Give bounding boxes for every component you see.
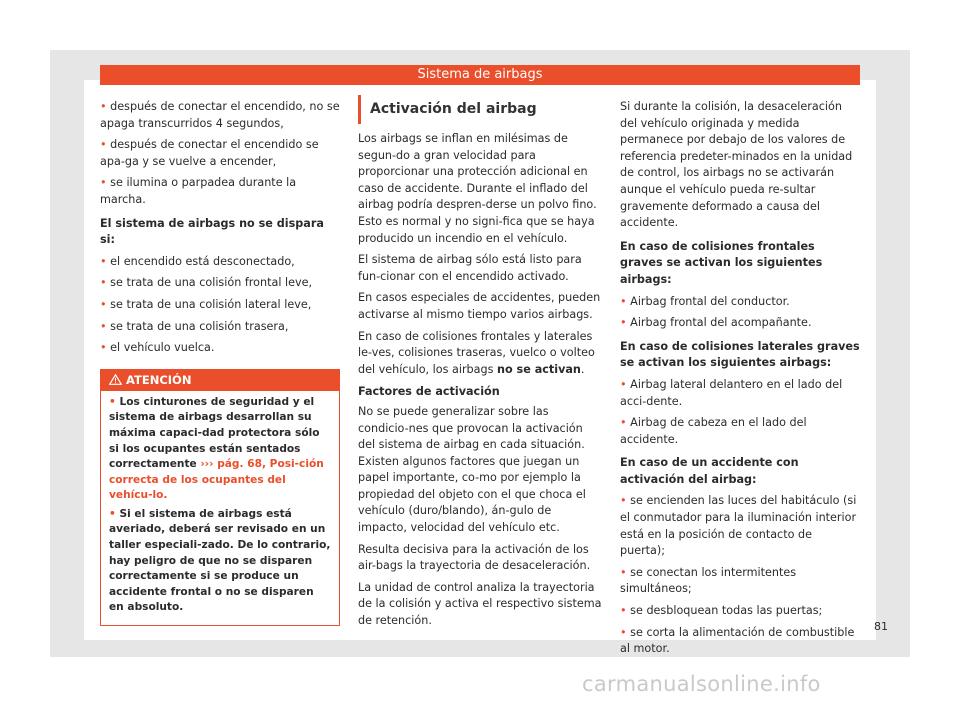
- paragraph: No se puede generalizar sobre las condicio-nes que provocan la activación del sistema de airbag en cada situación. Existen algunos factores que juegan un papel importante, co-mo por ejemplo la propiedad del objeto con el que choca el vehículo (duro/blando), án-gulo de impacto, velocidad del vehículo etc.: [358, 404, 586, 535]
- warning-item: • Si el sistema de airbags está averiado, deberá ser revisado en un taller especiali-zado. De lo contrario, hay peligro de que no se disparen correctamente si se produce un accidente frontal o no se disparen en absoluto.: [109, 507, 331, 614]
- chapter-header: Sistema de airbags: [100, 65, 860, 85]
- bullet-icon: •: [620, 625, 627, 639]
- list-item: • Airbag frontal del conductor.: [620, 294, 790, 308]
- column-right: [620, 99, 860, 663]
- not-deployed-heading: El sistema de airbags no se dispara si:: [100, 216, 324, 247]
- list-item: • el encendido está desconectado,: [100, 254, 295, 268]
- list-item: • se trata de una colisión lateral leve,: [100, 297, 312, 311]
- warning-box: [100, 369, 340, 626]
- bullet-icon: •: [100, 319, 107, 333]
- warning-item: • Los cinturones de seguridad y el sistema de airbags desarrollan su máxima capaci-dad protectora sólo si los ocupantes están sentados correctamente ››› pág. 68, Posi-ción correcta de los ocupantes del vehícu-lo.: [109, 395, 324, 502]
- warning-title: ATENCIÓN: [126, 372, 192, 387]
- bullet-icon: •: [100, 176, 107, 190]
- bullet-icon: •: [100, 297, 107, 311]
- column-middle: [358, 95, 602, 635]
- list-item: • se conectan los intermitentes simultáneos;: [620, 565, 797, 596]
- bullet-icon: •: [100, 341, 107, 355]
- paragraph: En caso de colisiones frontales y laterales le-ves, colisiones traseras, vuelco o volteo del vehículo, los airbags no se activan.: [358, 329, 595, 376]
- bullet-icon: •: [109, 395, 116, 408]
- warning-triangle-icon: [109, 374, 122, 385]
- warning-body: [101, 391, 339, 625]
- list-item: • se ilumina o parpadea durante la marcha.: [100, 176, 297, 206]
- paragraph: Si durante la colisión, la desaceleración del vehículo originada y medida permanece por debajo de los valores de referencia predeter-minados en la unidad de control, los airbags no se activarán aunque el vehículo pueda re-sultar gravemente deformado a causa del accidente.: [620, 100, 853, 230]
- list-item: • se corta la alimentación de combustible al motor.: [620, 625, 855, 656]
- bullet-icon: •: [100, 254, 107, 268]
- paragraph: La unidad de control analiza la trayectoria de la colisión y activa el respectivo sistema de retención.: [358, 580, 602, 628]
- list-item: • Airbag de cabeza en el lado del accidente.: [620, 416, 807, 446]
- bullet-icon: •: [620, 294, 627, 308]
- bullet-icon: •: [620, 316, 627, 330]
- section-title: Activación del airbag: [358, 95, 602, 124]
- activation-heading: En caso de un accidente con activación del airbag:: [620, 456, 799, 486]
- warning-header: [101, 370, 339, 391]
- list-item: • se desbloquean todas las puertas;: [620, 604, 823, 618]
- watermark: carmanualsonline.info: [582, 672, 821, 696]
- column-left: [100, 99, 340, 626]
- bullet-icon: •: [620, 377, 627, 391]
- paragraph: Resulta decisiva para la activación de los air-bags la trayectoria de desaceleración.: [358, 542, 591, 573]
- bullet-icon: •: [620, 416, 627, 430]
- page-reference-link[interactable]: ››› pág. 68, Posi-ción correcta de los ocupantes del vehícu-lo.: [109, 458, 324, 502]
- paragraph: Los airbags se inflan en milésimas de segun-do a gran velocidad para proporcionar una protección adicional en caso de accidente. Durante el inflado del airbag podría despren-derse un polvo fino. Esto es normal y no signi-fica que se haya producido un incendio en el vehículo.: [358, 132, 597, 245]
- bullet-icon: •: [620, 565, 627, 579]
- bullet-icon: •: [620, 604, 627, 618]
- frontal-heading: En caso de colisiones frontales graves se activan los siguientes airbags:: [620, 239, 823, 286]
- bullet-icon: •: [100, 276, 107, 290]
- list-item: • después de conectar el encendido, no se apaga transcurridos 4 segundos,: [100, 100, 340, 130]
- list-item: • después de conectar el encendido se apa-ga y se vuelve a encender,: [100, 138, 319, 168]
- list-item: • Airbag lateral delantero en el lado del acci-dente.: [620, 377, 843, 408]
- paragraph: El sistema de airbag sólo está listo para fun-cionar con el encendido activado.: [358, 253, 582, 283]
- bullet-icon: •: [100, 100, 107, 113]
- list-item: • se trata de una colisión trasera,: [100, 319, 289, 333]
- list-item: • Airbag frontal del acompañante.: [620, 316, 812, 330]
- list-item: • el vehículo vuelca.: [100, 341, 215, 355]
- bullet-icon: •: [109, 507, 116, 520]
- list-item: • se encienden las luces del habitáculo (si el conmutador para la iluminación interior está en la posición de contacto de puerta);: [620, 494, 857, 558]
- bullet-icon: •: [100, 138, 107, 152]
- subheading: Factores de activación: [358, 385, 500, 399]
- lateral-heading: En caso de colisiones laterales graves se activan los siguientes airbags:: [620, 339, 860, 370]
- bullet-icon: •: [620, 494, 627, 508]
- paragraph: En casos especiales de accidentes, pueden activarse al mismo tiempo varios airbags.: [358, 291, 601, 321]
- list-item: • se trata de una colisión frontal leve,: [100, 276, 313, 290]
- page-number: 81: [874, 620, 888, 633]
